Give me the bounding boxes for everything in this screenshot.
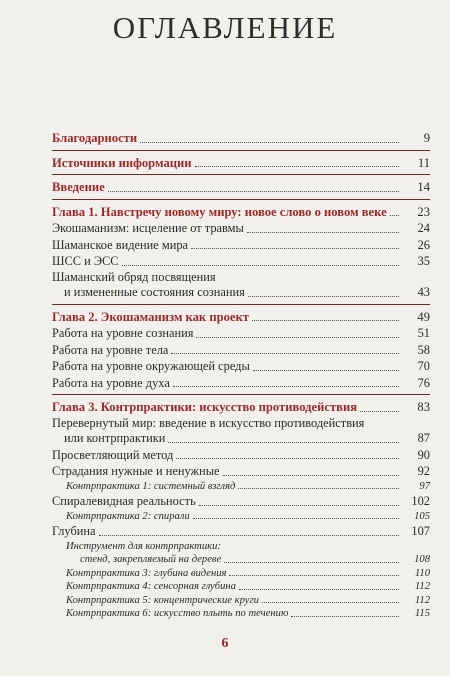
leader-dots [291,615,399,617]
section-divider [52,394,430,395]
page-title: ОГЛАВЛЕНИЕ [112,10,338,45]
toc-entry-page: 107 [411,524,430,538]
leader-dots [360,410,399,412]
leader-dots [248,295,399,297]
toc-entry-title: Источники информации [52,155,192,170]
toc-entry-title: Страдания нужные и ненужные [52,464,220,478]
toc-entry-title: или контрпрактики [64,431,166,445]
toc-entry-page: 83 [417,400,430,414]
toc-entry-page: 49 [417,309,430,324]
leader-dots [390,214,399,216]
toc-entry-page: 92 [417,464,430,478]
toc-entry[interactable] [52,155,430,172]
leader-dots [195,165,399,167]
toc-entry-title: Глава 2. Экошаманизм как проект [52,309,249,324]
toc-entry[interactable] [52,237,430,254]
toc-entry-title: стенд, закрепляемый на дереве [80,554,222,565]
toc-entry-title: Экошаманизм: исцеление от травмы [52,221,244,235]
toc-entry-page: 9 [423,131,430,145]
toc-entry-page: 11 [417,155,430,170]
toc-entry[interactable] [52,416,430,447]
leader-dots [140,141,399,143]
toc-entry[interactable] [52,270,430,301]
toc-entry-title: Спиралевидная реальность [52,494,196,508]
toc-practice-entry[interactable] [52,580,430,594]
toc-entry-title: Работа на уровне сознания [52,326,194,340]
toc-chapter-entry[interactable] [52,309,430,326]
table-of-contents [52,130,430,621]
leader-dots [239,588,399,590]
toc-entry-page: 26 [417,237,430,252]
toc-entry-page: 24 [417,221,430,235]
toc-entry-title: Контрпрактика 1: системный взгляд [66,480,236,492]
toc-entry-title: Просветляющий метод [52,447,174,462]
toc-entry-title: Работа на уровне окружающей среды [52,359,250,373]
toc-entry[interactable] [52,179,430,196]
toc-entry-page: 108 [414,554,430,565]
toc-entry[interactable] [52,253,430,270]
toc-entry-title: Контрпрактика 6: искусство плыть по течению [66,608,289,619]
toc-entry-title: Глубина [52,524,96,538]
leader-dots [99,534,399,536]
toc-entry-page: 110 [414,567,430,579]
toc-entry-page: 87 [417,431,430,445]
toc-entry-title: Работа на уровне духа [52,375,170,390]
toc-entry-title: Работа на уровне тела [52,342,169,357]
toc-entry-title: и измененные состояния сознания [64,285,245,299]
toc-entry[interactable] [52,358,430,375]
toc-entry-title: Глава 1. Навстречу новому миру: новое слово о новом веке [52,204,387,219]
leader-dots [168,441,399,443]
toc-entry-page: 14 [417,180,430,194]
toc-entry-title: Шаманское видение мира [52,237,189,252]
toc-practice-entry[interactable] [52,510,430,524]
leader-dots [253,369,399,371]
toc-entry-page: 51 [417,326,430,340]
toc-entry-page: 23 [417,204,430,219]
toc-practice-entry[interactable] [52,480,430,494]
toc-entry-page: 43 [417,285,430,299]
toc-entry-page: 97 [419,480,430,492]
section-divider [52,199,430,200]
toc-chapter-entry[interactable] [52,204,430,221]
leader-dots [247,231,399,233]
toc-chapter-entry[interactable] [52,399,430,416]
leader-dots [193,517,399,519]
toc-entry-title: Контрпрактика 2: спирали [66,510,190,522]
toc-entry-page: 58 [417,342,430,357]
toc-entry-page: 102 [411,494,430,508]
toc-entry-page: 105 [414,510,430,522]
toc-entry[interactable] [52,220,430,237]
leader-dots [176,457,399,459]
toc-entry-page: 112 [414,581,430,592]
toc-practice-entry[interactable] [52,607,430,621]
toc-entry[interactable] [52,447,430,464]
leader-dots [223,474,399,476]
toc-entry-title: Глава 3. Контрпрактики: искусство противодействия [52,400,358,414]
toc-entry[interactable] [52,463,430,480]
leader-dots [229,574,399,576]
toc-practice-entry[interactable] [52,540,430,567]
toc-entry[interactable] [52,325,430,342]
toc-entry-title: Контрпрактика 5: концентрические круги [66,594,259,606]
toc-entry-title-line: Шаманский обряд посвящения [52,269,216,284]
toc-entry-title-line: Перевернутый мир: введение в искусство противодействия [52,415,365,430]
leader-dots [108,190,399,192]
leader-dots [171,352,399,354]
toc-practice-entry[interactable] [52,594,430,608]
toc-entry-page: 70 [417,359,430,373]
toc-entry-title: Контрпрактика 4: сенсорная глубина [66,581,236,592]
toc-entry-page: 115 [414,608,430,619]
leader-dots [238,487,399,489]
toc-entry-page: 35 [417,254,430,268]
toc-entry-title: ШСС и ЭСС [52,254,119,268]
leader-dots [199,504,399,506]
toc-entry[interactable] [52,375,430,392]
toc-entry-page: 90 [417,447,430,462]
toc-practice-entry[interactable] [52,567,430,581]
section-divider [52,174,430,175]
leader-dots [191,247,399,249]
toc-entry[interactable] [52,342,430,359]
toc-entry-title: Благодарности [52,131,138,145]
leader-dots [122,264,399,266]
toc-entry[interactable] [52,523,430,540]
section-divider [52,150,430,151]
toc-entry-title-line: Инструмент для контрпрактики: [66,540,221,552]
page-number: 6 [221,636,229,651]
toc-entry[interactable] [52,493,430,510]
toc-entry[interactable] [52,130,430,147]
toc-entry-page: 76 [417,375,430,390]
toc-entry-page: 112 [414,594,430,606]
leader-dots [196,336,399,338]
leader-dots [173,385,399,387]
section-divider [52,304,430,305]
leader-dots [224,561,399,563]
toc-entry-title: Контрпрактика 3: глубина видения [66,567,227,579]
toc-entry-title: Введение [52,180,105,194]
leader-dots [252,319,399,321]
leader-dots [262,601,399,603]
